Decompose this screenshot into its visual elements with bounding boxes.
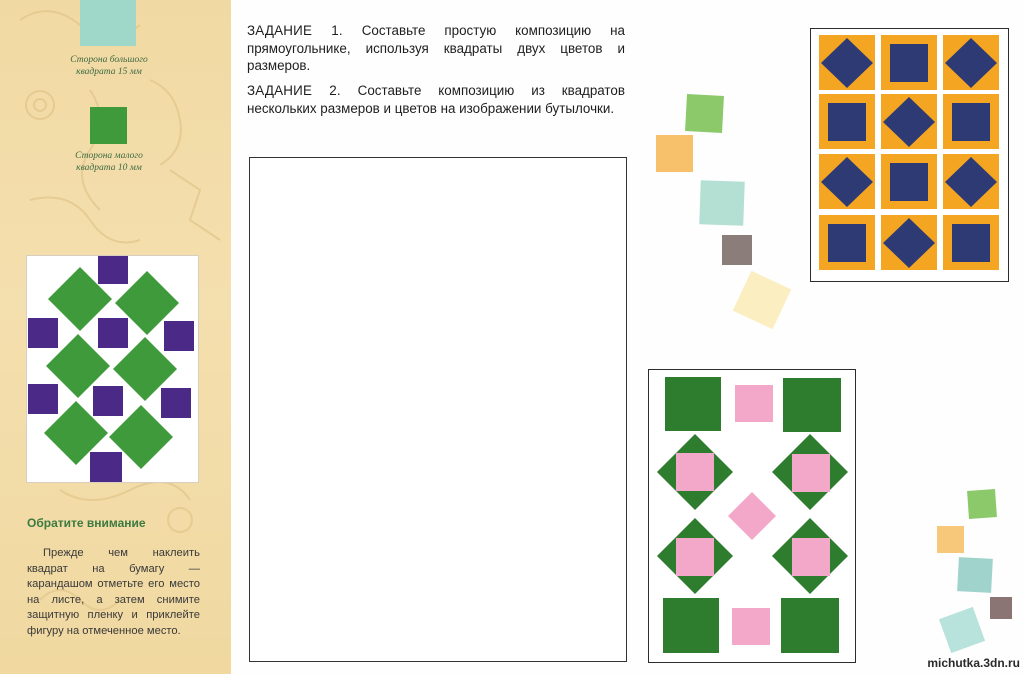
green-pink-pattern — [649, 370, 854, 661]
note-body: Прежде чем наклеить квадрат на бумагу — карандашом отметьте его место на листе, а затем снимите защитную пленку и приклейте фигуру на отмеченное место. — [27, 547, 200, 637]
loose-square-gray — [722, 235, 752, 265]
note-title: Обратите внимание — [27, 516, 146, 530]
task-2-label: ЗАДАНИЕ 2. — [247, 83, 341, 98]
loose-square-teal-2 — [957, 557, 993, 593]
small-square-swatch — [90, 107, 127, 144]
loose-square-orange — [656, 135, 693, 172]
loose-square-gray-2 — [990, 597, 1012, 619]
task-1-text: Составьте простую композицию на прямоугольнике, используя квадраты двух цветов и размеров. — [247, 23, 625, 73]
loose-square-teal-3 — [939, 607, 985, 653]
example-composition-green-pink — [648, 369, 856, 663]
example-composition-green-purple — [26, 255, 199, 483]
task-1-label: ЗАДАНИЕ 1. — [247, 23, 343, 38]
loose-square-green — [685, 94, 724, 133]
task-2-text: Составьте композицию из квадратов нескольких размеров и цветов на изображении бутылочки. — [247, 83, 625, 116]
site-watermark: michutka.3dn.ru — [927, 656, 1020, 670]
loose-square-teal — [699, 180, 745, 226]
big-square-caption: Сторона большого квадрата 15 мм — [70, 55, 148, 77]
blank-composition-rectangle[interactable] — [249, 157, 627, 662]
task-1 — [247, 22, 625, 75]
loose-square-green-2 — [967, 489, 997, 519]
example-composition-orange-navy — [810, 28, 1009, 282]
big-square-swatch — [80, 0, 136, 46]
small-square-caption: Сторона малого квадрата 10 мм — [75, 151, 143, 173]
task-2 — [247, 82, 625, 117]
loose-square-cream — [733, 271, 791, 329]
info-sidebar — [0, 0, 231, 674]
orange-navy-pattern — [811, 29, 1007, 280]
loose-square-orange-2 — [937, 526, 964, 553]
green-purple-pattern — [27, 256, 198, 482]
